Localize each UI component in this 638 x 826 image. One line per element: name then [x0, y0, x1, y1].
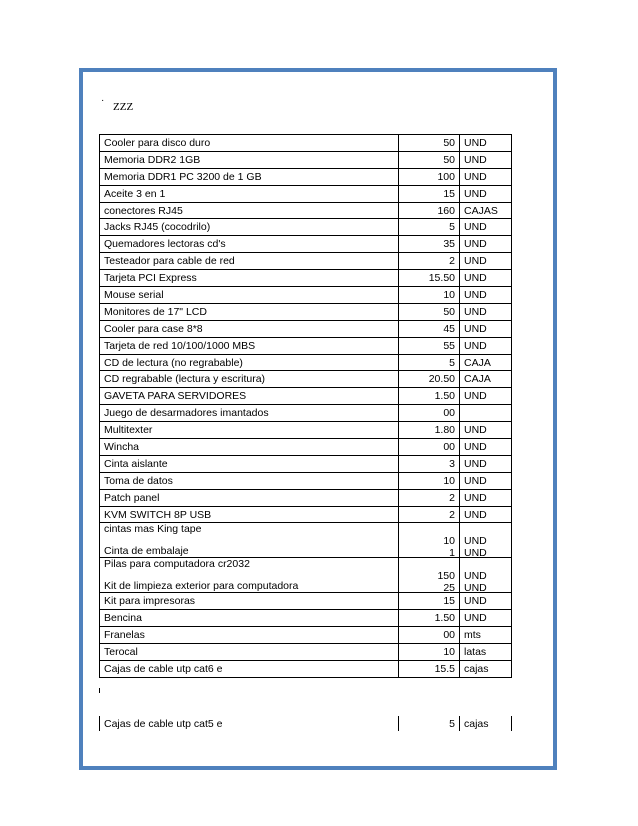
item-quantity: 1.50: [399, 610, 460, 627]
item-unit: UND: [460, 253, 512, 270]
table-row: [100, 644, 512, 661]
item-quantity-top: 150: [437, 570, 455, 583]
table-row: [100, 135, 512, 152]
item-unit: CAJAS: [460, 202, 512, 219]
table-row: [100, 716, 512, 731]
item-quantity-bottom: 25: [443, 582, 455, 593]
item-description: conectores RJ45: [100, 202, 399, 219]
table-row: [100, 455, 512, 472]
item-description: Aceite 3 en 1: [100, 185, 399, 202]
table-row: [100, 405, 512, 422]
table-row: [100, 489, 512, 506]
item-description: Testeador para cable de red: [100, 253, 399, 270]
item-description: Kit para impresoras: [100, 593, 399, 610]
item-quantity-bottom: 1: [449, 547, 455, 558]
item-description: CD regrabable (lectura y escritura): [100, 371, 399, 388]
item-quantity: 10: [399, 644, 460, 661]
item-quantity: 5: [399, 716, 460, 731]
item-unit: CAJA: [460, 371, 512, 388]
table-row: [100, 593, 512, 610]
item-description: Cooler para disco duro: [100, 135, 399, 152]
item-unit: UND: [460, 185, 512, 202]
item-quantity: 3: [399, 455, 460, 472]
item-quantity: 15: [399, 593, 460, 610]
item-unit: UND: [460, 135, 512, 152]
table-row: [100, 354, 512, 371]
table-row: [100, 523, 512, 558]
item-description: [100, 523, 399, 558]
item-description-bottom: Cinta de embalaje: [104, 545, 189, 558]
table-row: [100, 661, 512, 678]
item-description: Quemadores lectoras cd's: [100, 236, 399, 253]
item-quantity: 55: [399, 337, 460, 354]
item-description: GAVETA PARA SERVIDORES: [100, 388, 399, 405]
table-row: [100, 303, 512, 320]
item-unit: UND: [460, 168, 512, 185]
table-row: [100, 558, 512, 593]
table-row: [100, 287, 512, 304]
item-description: [100, 558, 399, 593]
items-table: [99, 134, 512, 678]
item-description-bottom: Kit de limpieza exterior para computadora: [104, 580, 299, 593]
item-unit: UND: [460, 439, 512, 456]
item-quantity: 100: [399, 168, 460, 185]
item-description: Wincha: [100, 439, 399, 456]
table-row: [100, 185, 512, 202]
item-unit: UND: [460, 287, 512, 304]
item-description: Monitores de 17" LCD: [100, 303, 399, 320]
item-unit: UND: [460, 593, 512, 610]
item-description: Juego de desarmadores imantados: [100, 405, 399, 422]
item-unit: UND: [460, 236, 512, 253]
item-quantity: 00: [399, 439, 460, 456]
item-unit: latas: [460, 644, 512, 661]
page-heading: ZZZ: [113, 101, 134, 113]
item-unit: UND: [460, 151, 512, 168]
item-unit-bottom: UND: [464, 582, 487, 593]
item-quantity: 45: [399, 320, 460, 337]
item-quantity: 10: [399, 472, 460, 489]
item-description: Cajas de cable utp cat6 e: [100, 661, 399, 678]
table-row: [100, 472, 512, 489]
item-unit: UND: [460, 489, 512, 506]
item-quantity: 5: [399, 219, 460, 236]
item-unit: UND: [460, 320, 512, 337]
last-items-table: [99, 716, 512, 731]
item-unit: UND: [460, 388, 512, 405]
item-description: Mouse serial: [100, 287, 399, 304]
item-unit-top: UND: [464, 535, 487, 548]
item-quantity: 15.5: [399, 661, 460, 678]
item-unit: [460, 523, 512, 558]
table-row: [100, 371, 512, 388]
item-quantity: 20.50: [399, 371, 460, 388]
item-quantity: [399, 523, 460, 558]
item-quantity: 15.50: [399, 270, 460, 287]
table-row: [100, 388, 512, 405]
table-row: [100, 506, 512, 523]
table-row: [100, 320, 512, 337]
table-end-tick: [99, 688, 100, 693]
table-row: [100, 253, 512, 270]
item-unit: cajas: [460, 661, 512, 678]
item-unit: UND: [460, 337, 512, 354]
item-quantity: 5: [399, 354, 460, 371]
item-unit: UND: [460, 270, 512, 287]
item-description-top: Pilas para computadora cr2032: [104, 558, 250, 571]
item-quantity: 00: [399, 405, 460, 422]
table-row: [100, 627, 512, 644]
item-description: Tarjeta PCI Express: [100, 270, 399, 287]
item-unit: UND: [460, 422, 512, 439]
table-row: [100, 202, 512, 219]
item-description: Multitexter: [100, 422, 399, 439]
item-unit: UND: [460, 506, 512, 523]
item-description: Cinta aislante: [100, 455, 399, 472]
item-description: KVM SWITCH 8P USB: [100, 506, 399, 523]
item-quantity: 10: [399, 287, 460, 304]
item-unit: UND: [460, 219, 512, 236]
item-unit: cajas: [460, 716, 512, 731]
item-description: Cajas de cable utp cat5 e: [100, 716, 399, 731]
item-description: Franelas: [100, 627, 399, 644]
item-description: Memoria DDR2 1GB: [100, 151, 399, 168]
item-unit: UND: [460, 472, 512, 489]
item-description: Jacks RJ45 (cocodrilo): [100, 219, 399, 236]
item-quantity: 2: [399, 489, 460, 506]
table-row: [100, 270, 512, 287]
item-quantity: 50: [399, 135, 460, 152]
item-quantity: 1.50: [399, 388, 460, 405]
item-quantity: 160: [399, 202, 460, 219]
table-row: [100, 439, 512, 456]
table-row: [100, 610, 512, 627]
item-description: Cooler para case 8*8: [100, 320, 399, 337]
item-quantity: 2: [399, 506, 460, 523]
item-description: Terocal: [100, 644, 399, 661]
item-quantity: [399, 558, 460, 593]
item-unit-bottom: UND: [464, 547, 487, 558]
table-row: [100, 337, 512, 354]
item-quantity: 50: [399, 151, 460, 168]
item-unit: CAJA: [460, 354, 512, 371]
table-row: [100, 151, 512, 168]
item-description: Bencina: [100, 610, 399, 627]
table-row: [100, 219, 512, 236]
table-row: [100, 168, 512, 185]
item-quantity: 15: [399, 185, 460, 202]
item-unit: [460, 405, 512, 422]
item-description: CD de lectura (no regrabable): [100, 354, 399, 371]
item-description: Toma de datos: [100, 472, 399, 489]
item-unit: UND: [460, 610, 512, 627]
item-unit: mts: [460, 627, 512, 644]
item-quantity: 35: [399, 236, 460, 253]
item-unit: UND: [460, 303, 512, 320]
item-unit: [460, 558, 512, 593]
item-unit: UND: [460, 455, 512, 472]
item-quantity: 00: [399, 627, 460, 644]
item-quantity: 50: [399, 303, 460, 320]
item-unit-top: UND: [464, 570, 487, 583]
table-row: [100, 236, 512, 253]
bullet-mark: ·: [101, 95, 105, 106]
item-description: Memoria DDR1 PC 3200 de 1 GB: [100, 168, 399, 185]
item-quantity-top: 10: [443, 535, 455, 548]
item-description: Tarjeta de red 10/100/1000 MBS: [100, 337, 399, 354]
item-description: Patch panel: [100, 489, 399, 506]
item-description-top: cintas mas King tape: [104, 523, 202, 536]
table-row: [100, 422, 512, 439]
item-quantity: 2: [399, 253, 460, 270]
item-quantity: 1.80: [399, 422, 460, 439]
